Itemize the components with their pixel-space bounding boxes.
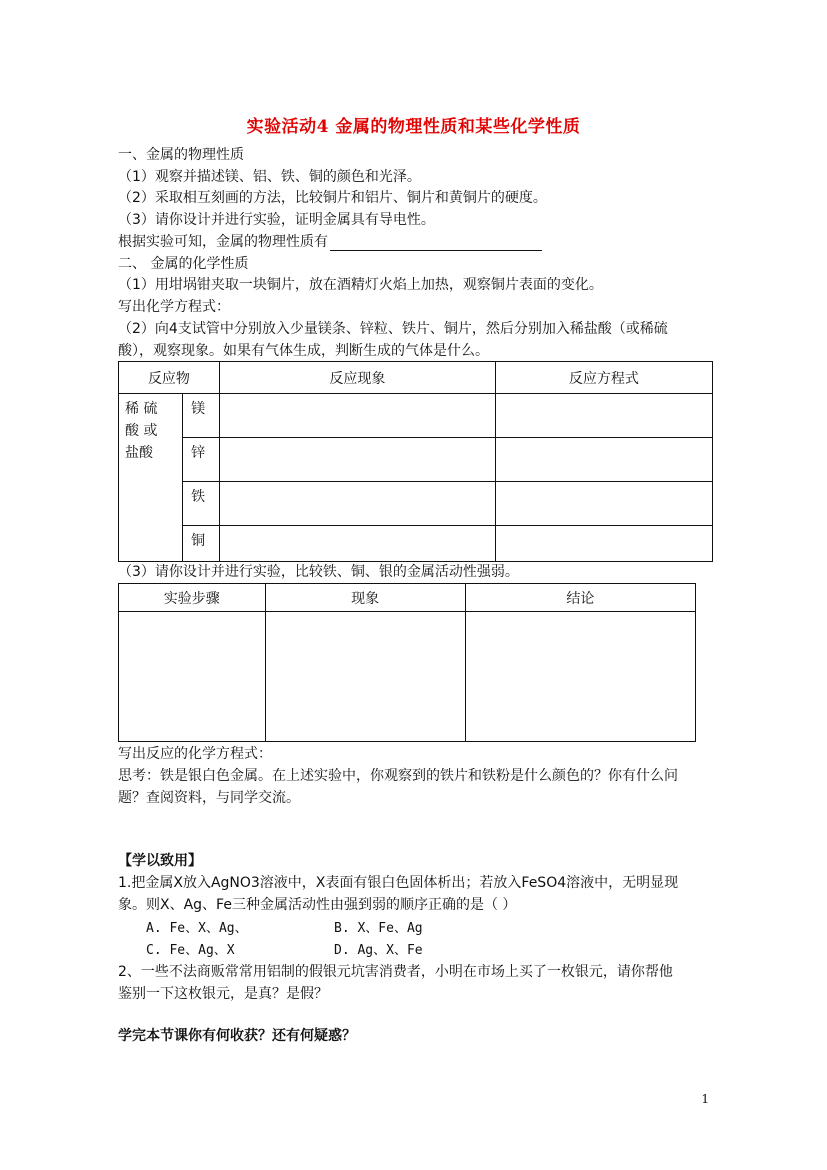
header-reactant: 反应物	[119, 362, 220, 394]
section1-item-1: （1）观察并描述镁、铝、铁、铜的颜色和光泽。	[118, 169, 421, 185]
answer-blank[interactable]	[330, 236, 542, 251]
section2-item-2-line1: （2）向4支试管中分别放入少量镁条、锌粒、铁片、铜片，然后分别加入稀盐酸（或稀硫	[118, 321, 668, 337]
section2-item-1: （1）用坩埚钳夹取一块铜片，放在酒精灯火焰上加热，观察铜片表面的变化。	[118, 277, 603, 293]
question-2-line2: 鉴别一下这枚银元，是真？是假？	[118, 986, 328, 1002]
section1-item-2: （2）采取相互刻画的方法，比较铜片和铝片、铜片和黄铜片的硬度。	[118, 190, 547, 206]
metal-copper: 铜	[183, 526, 220, 562]
page-title: 实验活动4 金属的物理性质和某些化学性质	[246, 117, 581, 137]
think-line-2: 题？查阅资料，与同学交流。	[118, 790, 300, 806]
option-a: A. Fe、X、Ag、	[146, 921, 248, 936]
section2-heading: 二、 金属的化学性质	[118, 256, 249, 272]
write-equation-label: 写出化学方程式：	[118, 299, 230, 315]
section2-item-3: （3）请你设计并进行实验，比较铁、铜、银的金属活动性强弱。	[118, 564, 519, 580]
question-1-line1: 1.把金属X放入AgNO3溶液中，X表面有银白色固体析出；若放入FeSO4溶液中，无明显现	[118, 875, 679, 891]
equation-cell[interactable]	[495, 526, 712, 562]
header-steps: 实验步骤	[119, 584, 266, 612]
metal-zinc: 锌	[183, 438, 220, 482]
phenomenon-cell[interactable]	[219, 438, 495, 482]
header-observation: 现象	[265, 584, 465, 612]
phenomenon-cell[interactable]	[219, 394, 495, 438]
equation-cell[interactable]	[495, 394, 712, 438]
practice-heading: 【学以致用】	[118, 853, 202, 869]
steps-cell[interactable]	[119, 612, 266, 742]
reagent-line: 稀 硫	[125, 401, 158, 417]
equation-cell[interactable]	[495, 482, 712, 526]
header-phenomenon: 反应现象	[219, 362, 495, 394]
option-c: C. Fe、Ag、X	[146, 943, 235, 958]
phenomenon-cell[interactable]	[219, 482, 495, 526]
section1-heading: 一、金属的物理性质	[118, 147, 244, 163]
reflection-prompt: 学完本节课你有何收获？还有何疑惑？	[118, 1028, 356, 1044]
activity-table	[118, 583, 696, 742]
write-equation-label-2: 写出反应的化学方程式：	[118, 746, 272, 762]
section1-item-3: （3）请你设计并进行实验，证明金属具有导电性。	[118, 212, 435, 228]
equation-cell[interactable]	[495, 438, 712, 482]
header-equation: 反应方程式	[495, 362, 712, 394]
think-line-1: 思考：铁是银白色金属。在上述实验中，你观察到的铁片和铁粉是什么颜色的？你有什么问	[118, 768, 678, 784]
conclusion-cell[interactable]	[465, 612, 695, 742]
question-2-line1: 2、一些不法商贩常常用铝制的假银元坑害消费者，小明在市场上买了一枚银元，请你帮他	[118, 964, 673, 980]
reagent-line: 盐酸	[125, 445, 153, 461]
metal-iron: 铁	[183, 482, 220, 526]
reaction-table	[118, 361, 713, 562]
option-d: D. Ag、X、Fe	[334, 943, 423, 958]
observation-cell[interactable]	[265, 612, 465, 742]
page-number: 1	[701, 1092, 709, 1106]
header-conclusion: 结论	[465, 584, 695, 612]
section1-conclusion	[118, 233, 542, 251]
metal-magnesium: 镁	[183, 394, 220, 438]
conclusion-text: 根据实验可知，金属的物理性质有	[118, 234, 328, 250]
reagent-cell	[119, 394, 183, 562]
reagent-line: 酸 或	[125, 423, 158, 439]
section2-item-2-line2: 酸），观察现象。如果有气体生成，判断生成的气体是什么。	[118, 343, 489, 359]
phenomenon-cell[interactable]	[219, 526, 495, 562]
option-b: B. X、Fe、Ag	[334, 921, 423, 936]
question-1-line2: 象。则X、Ag、Fe三种金属活动性由强到弱的顺序正确的是（ ）	[118, 897, 517, 913]
